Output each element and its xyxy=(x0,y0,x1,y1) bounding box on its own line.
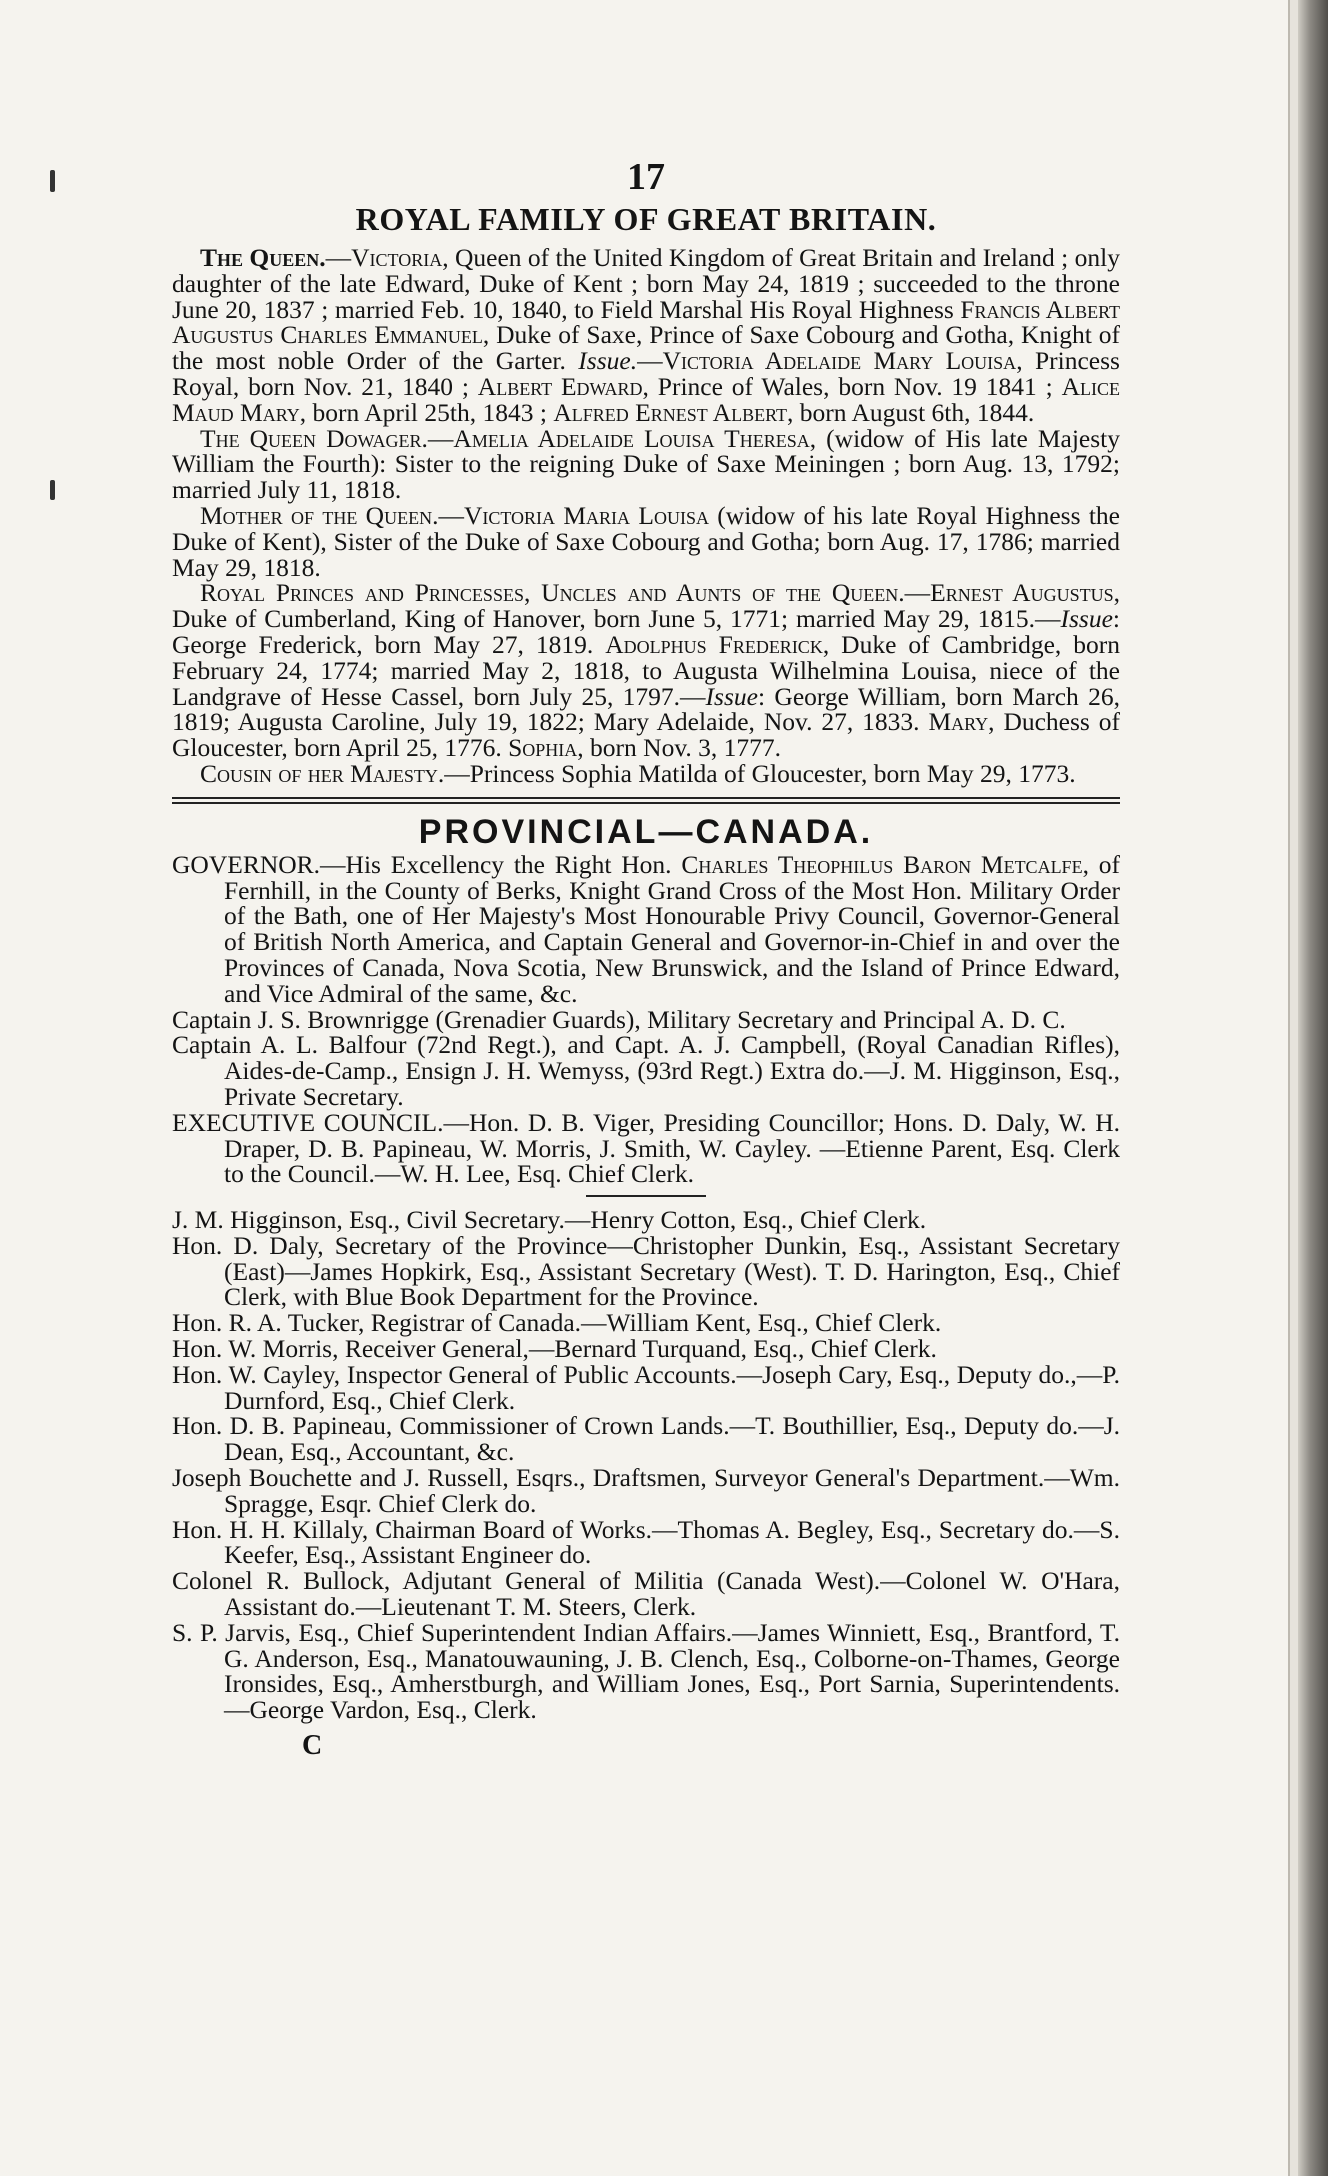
entry-governor: GOVERNOR.—His Excellency the Right Hon. Charles Theophilus Baron Metcalfe, of Fernhill, in the County of Berks, Knight Grand Cross of the Most Hon. Military Order of the Bath, one of Her Majesty's Most Honourable Privy Council, Governor-General of British North America, and Captain General and Governor-in-Chief in and over the Provinces of Canada, Nova Scotia, New Brunswick, and the Island of Prince Edward, and Vice Admiral of the same, &c. xyxy=(172,849,1120,1008)
signature-mark: C xyxy=(302,1730,323,1762)
entry-lead: EXECUTIVE COUNCIL. xyxy=(172,1107,444,1137)
entry-executive-council: EXECUTIVE COUNCIL.—Hon. D. B. Viger, Presiding Councillor; Hons. D. Daly, W. H. Draper, D. B. Papineau, W. Morris, J. Smith, W. Cayley. —Etienne Parent, Esq. Clerk to the Council.—W. H. Lee, Esq. Chief Clerk. xyxy=(172,1107,1120,1189)
entry-lead: The Queen. xyxy=(200,243,326,272)
margin-mark xyxy=(50,170,55,192)
entry-queen-dowager: The Queen Dowager.—Amelia Adelaide Louisa Theresa, (widow of His late Majesty William the Fourth): Sister to the reigning Duke of Saxe Meiningen ; born Aug. 13, 1792; married July 11, 1818. xyxy=(172,423,1120,505)
page-number: 17 xyxy=(627,156,665,198)
official-entry: Hon. H. H. Killaly, Chairman Board of Works.—Thomas A. Begley, Esq., Secretary do.—S. Keefer, Esq., Assistant Engineer do. xyxy=(172,1514,1120,1570)
provincial-canada-heading: PROVINCIAL—CANADA. xyxy=(418,812,874,851)
entry-military-secretary: Captain J. S. Brownrigge (Grenadier Guards), Military Secretary and Principal A. D. C. xyxy=(172,1004,1066,1034)
royal-family-heading: ROYAL FAMILY OF GREAT BRITAIN. xyxy=(355,201,937,237)
binding-shadow xyxy=(1298,0,1328,2176)
entry-queen: The Queen.—Victoria, Queen of the United Kingdom of Great Britain and Ireland ; only daughter of the late Edward, Duke of Kent ; born May 24, 1819 ; succeeded to the throne June 20, 1837 ; married Feb. 10, 1840, to Field Marshal His Royal Highness Francis Albert Augustus Charles Emmanuel, Duke of Saxe, Prince of Saxe Cobourg and Gotha, Knight of the most noble Order of the Garter. Issue.—Victoria Adelaide Mary Louisa, Princess Royal, born Nov. 21, 1840 ; Albert Edward, Prince of Wales, born Nov. 19 1841 ; Alice Maud Mary, born April 25th, 1843 ; Alfred Ernest Albert, born August 6th, 1844. xyxy=(172,243,1121,427)
short-divider xyxy=(586,1195,706,1197)
entry-royal-princes: Royal Princes and Princesses, Uncles and Aunts of the Queen.—Ernest Augustus, Duke of Cumberland, King of Hanover, born June 5, 1771; married May 29, 1815.—Issue: George Frederick, born May 27, 1819. Adolphus Frederick, Duke of Cambridge, born February 24, 1774; married May 2, 1818, to Augusta Wilhelmina Louisa, niece of the Landgrave of Hesse Cassel, born July 25, 1797.—Issue: George William, born March 26, 1819; Augusta Caroline, July 19, 1822; Mary Adelaide, Nov. 27, 1833. Mary, Duchess of Gloucester, born April 25, 1776. Sophia, born Nov. 3, 1777. xyxy=(172,578,1120,763)
entry-cousin: Cousin of her Majesty.—Princess Sophia Matilda of Gloucester, born May 29, 1773. xyxy=(200,758,1076,788)
entry-lead: Cousin of her Majesty. xyxy=(200,758,445,788)
entry-aides-de-camp: Captain A. L. Balfour (72nd Regt.), and Capt. A. J. Campbell, (Royal Canadian Rifles), Aides-de-Camp., Ensign J. H. Wemyss, (93rd Regt.) Extra do.—J. M. Higginson, Esq., Private Secretary. xyxy=(172,1030,1120,1111)
entry-lead: GOVERNOR. xyxy=(172,849,321,879)
official-entry: Colonel R. Bullock, Adjutant General of Militia (Canada West).—Colonel W. O'Hara, Assistant do.—Lieutenant T. M. Steers, Clerk. xyxy=(172,1566,1120,1622)
official-entry: J. M. Higginson, Esq., Civil Secretary.—Henry Cotton, Esq., Chief Clerk. xyxy=(172,1205,927,1235)
official-entry: Hon. W. Morris, Receiver General,—Bernard Turquand, Esq., Chief Clerk. xyxy=(172,1334,937,1364)
margin-mark xyxy=(50,480,55,500)
section-divider xyxy=(172,797,1120,804)
entry-lead: Royal Princes and Princesses, Uncles and Aunts of the Queen. xyxy=(200,578,905,608)
official-entry: Hon. W. Cayley, Inspector General of Public Accounts.—Joseph Cary, Esq., Deputy do.,—P. Durnford, Esq., Chief Clerk. xyxy=(172,1359,1120,1415)
document-page xyxy=(172,155,1121,1762)
official-entry: Joseph Bouchette and J. Russell, Esqrs., Draftsmen, Surveyor General's Department.—Wm. Spragge, Esqr. Chief Clerk do. xyxy=(172,1463,1120,1518)
entry-lead: The Queen Dowager. xyxy=(200,423,428,453)
official-entry: Hon. D. Daly, Secretary of the Province—Christopher Dunkin, Esq., Assistant Secretary (East)—James Hopkirk, Esq., Assistant Secretary (West). T. D. Harington, Esq., Chief Clerk, with Blue Book Department for the Province. xyxy=(172,1230,1120,1312)
official-entry: Hon. D. B. Papineau, Commissioner of Crown Lands.—T. Bouthillier, Esq., Deputy do.—J. Dean, Esq., Accountant, &c. xyxy=(172,1411,1120,1467)
page-edge xyxy=(1288,0,1298,2176)
official-entry: S. P. Jarvis, Esq., Chief Superintendent Indian Affairs.—James Winniett, Esq., Brantford, T. G. Anderson, Esq., Manatouwauning, J. B. Clench, Esq., Colborne-on-Thames, George Ironsides, Esq., Amherstburgh, and William Jones, Esq., Port Sarnia, Superintendents.—George Vardon, Esq., Clerk. xyxy=(172,1617,1120,1725)
official-entry: Hon. R. A. Tucker, Registrar of Canada.—William Kent, Esq., Chief Clerk. xyxy=(172,1308,942,1338)
entry-mother-of-queen: Mother of the Queen.—Victoria Maria Louisa (widow of his late Royal Highness the Duke of Kent), Sister of the Duke of Saxe Cobourg and Gotha; born Aug. 17, 1786; married May 29, 1818. xyxy=(172,500,1120,582)
entry-lead: Mother of the Queen. xyxy=(200,500,439,530)
